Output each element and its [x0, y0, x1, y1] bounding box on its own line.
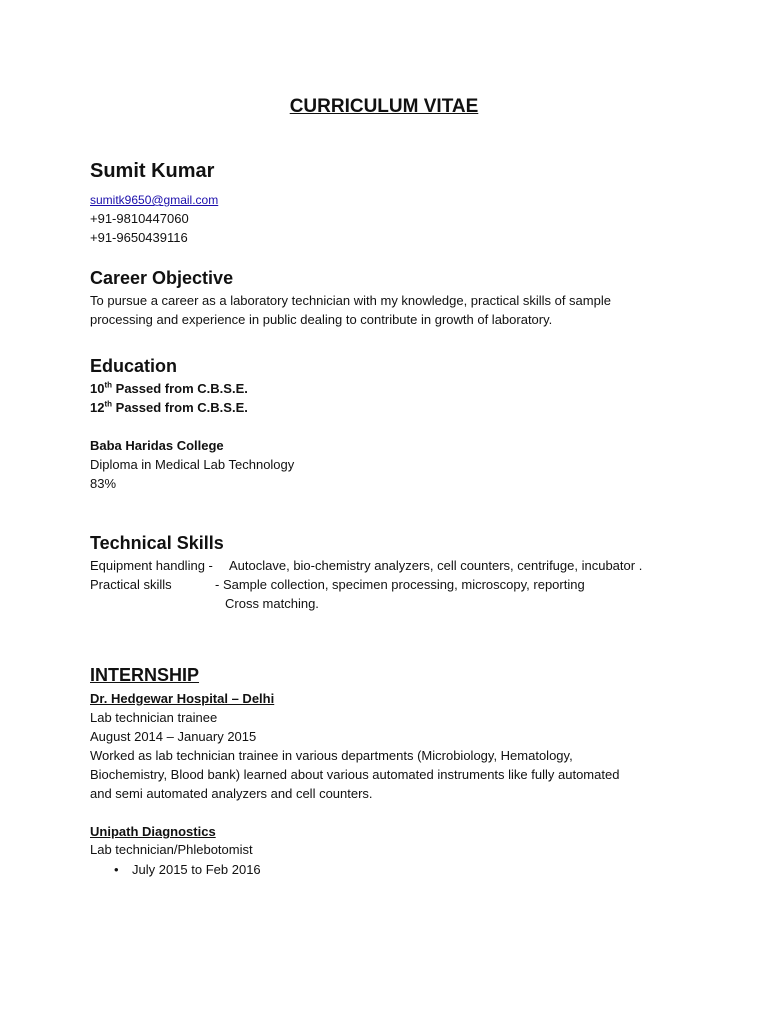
- internship-heading: INTERNSHIP: [90, 665, 200, 685]
- bullet-icon: •: [114, 862, 119, 877]
- internship-org-2: Unipath Diagnostics: [90, 824, 216, 839]
- internship-desc-1-line-1: Worked as lab technician trainee in various departments (Microbiology, Hematology,: [90, 748, 573, 763]
- career-objective-line-2: processing and experience in public dealing to contribute in growth of laboratory.: [90, 312, 553, 327]
- document-title: CURRICULUM VITAE: [289, 96, 479, 117]
- candidate-name: Sumit Kumar: [90, 160, 215, 182]
- internship-dates-2-item: [114, 860, 261, 879]
- equipment-handling-label: Equipment handling -: [90, 558, 213, 573]
- phone-secondary: +91-9650439116: [90, 230, 188, 245]
- internship-role-2: Lab technician/Phlebotomist: [90, 842, 253, 857]
- education-heading: Education: [90, 356, 178, 376]
- internship-role-1: Lab technician trainee: [90, 710, 218, 725]
- career-objective-line-1: To pursue a career as a laboratory technician with my knowledge, practical skills of sample: [90, 293, 611, 308]
- education-diploma: Diploma in Medical Lab Technology: [90, 457, 295, 472]
- technical-skills-heading: Technical Skills: [90, 533, 224, 553]
- education-10th: 10th Passed from C.B.S.E.: [90, 380, 248, 396]
- internship-dates-2: July 2015 to Feb 2016: [132, 862, 261, 877]
- practical-skills-continuation: Cross matching.: [225, 596, 319, 611]
- internship-desc-1-line-2: Biochemistry, Blood bank) learned about various automated instruments like fully automated: [90, 767, 620, 782]
- career-objective-heading: Career Objective: [90, 268, 234, 288]
- education-12th: 12th Passed from C.B.S.E.: [90, 399, 248, 415]
- internship-org-1: Dr. Hedgewar Hospital – Delhi: [90, 691, 275, 706]
- education-college: Baba Haridas College: [90, 438, 224, 453]
- email-link[interactable]: sumitk9650@gmail.com: [90, 193, 219, 207]
- internship-dates-1: August 2014 – January 2015: [90, 729, 257, 744]
- phone-primary: +91-9810447060: [90, 211, 189, 226]
- practical-skills-label: Practical skills: [90, 577, 172, 592]
- equipment-handling-value: Autoclave, bio-chemistry analyzers, cell counters, centrifuge, incubator .: [229, 558, 643, 573]
- internship-desc-1-line-3: and semi automated analyzers and cell counters.: [90, 786, 373, 801]
- practical-skills-value: - Sample collection, specimen processing, microscopy, reporting: [215, 577, 585, 592]
- education-score: 83%: [90, 476, 117, 491]
